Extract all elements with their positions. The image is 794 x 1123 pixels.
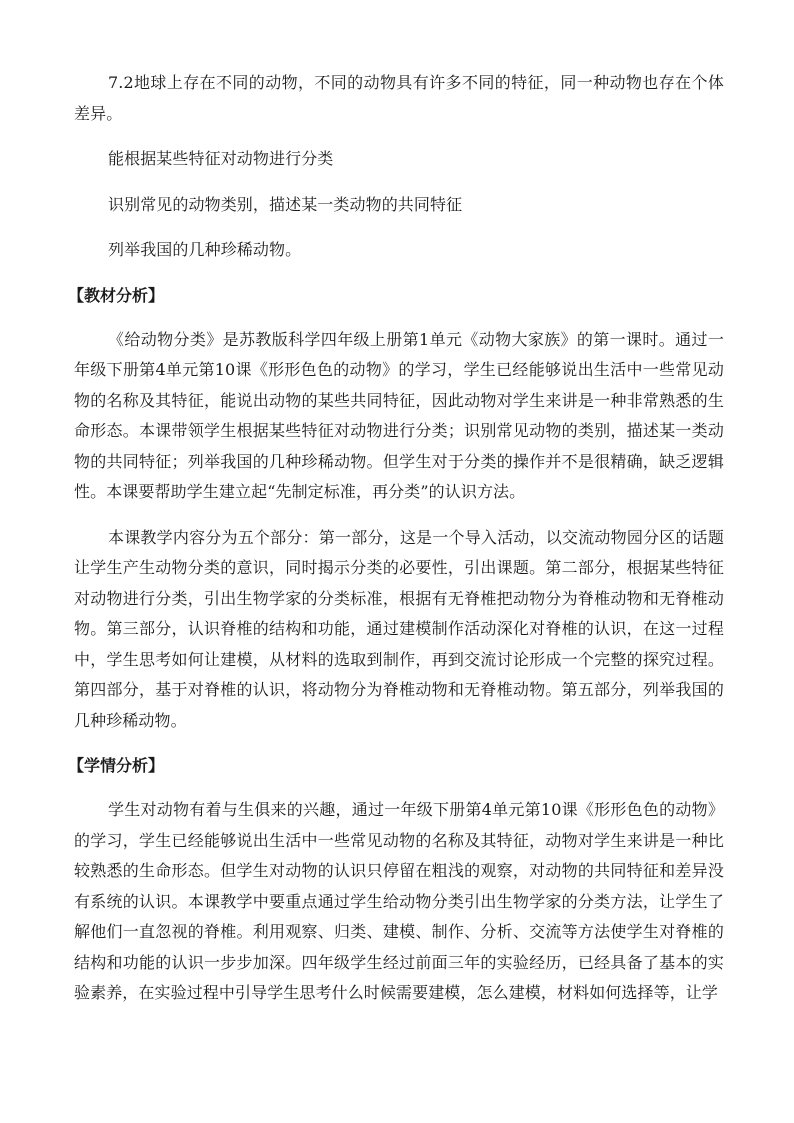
standard-requirement-2: 识别常见的动物类别，描述某一类动物的共同特征 <box>108 194 463 214</box>
textbook-analysis-paragraph-2: 本课教学内容分为五个部分：第一部分，这是一个导入活动，以交流动物园分区的话题让学生产生动物分类的意识，同时揭示分类的必要性，引出课题。第二部分，根据某些特征对动物进行分类，引出生物学家的分类标准，根据有无脊椎把动物分为脊椎动物和无脊椎动物。第三部分，认识脊椎的结构和功能，通过建模制作活动深化对脊椎的认识，在这一过程中，学生思考如何让建模，从材料的选取到制作，再到交流讨论形成一个完整的探究过程。第四部分，基于对脊椎的认识，将动物分为脊椎动物和无脊椎动物。第五部分，列举我国的几种珍稀动物。 <box>74 527 724 730</box>
standard-requirement-3: 列举我国的几种珍稀动物。 <box>108 240 302 259</box>
textbook-analysis-paragraph-1: 《给动物分类》是苏教版科学四年级上册第1单元《动物大家族》的第一课时。通过一年级下册第4单元第10课《形形色色的动物》的学习，学生已经能够说出生活中一些常见动物的名称及其特征，能说出动物的某些共同特征，因此动物对学生来讲是一种非常熟悉的生命形态。本课带领学生根据某些特征对动物进行分类；识别常见动物的类别，描述某一类动物的共同特征；列举我国的几种珍稀动物。但学生对于分类的操作并不是很精确，缺乏逻辑性。本课要帮助学生建立起“先制定标准，再分类”的认识方法。 <box>74 329 724 501</box>
standard-requirement-1: 能根据某些特征对动物进行分类 <box>108 149 334 168</box>
student-analysis-heading: 【学情分析】 <box>68 756 165 775</box>
standard-7-2: 7.2地球上存在不同的动物，不同的动物具有许多不同的特征，同一种动物也存在个体差异。 <box>74 73 724 123</box>
student-analysis-paragraph-1: 学生对动物有着与生俱来的兴趣，通过一年级下册第4单元第10课《形形色色的动物》的学习，学生已经能够说出生活中一些常见动物的名称及其特征，动物对学生来讲是一种比较熟悉的生命形态。但学生对动物的认识只停留在粗浅的观察，对动物的共同特征和差异没有系统的认识。本课教学中要重点通过学生给动物分类引出生物学家的分类方法，让学生了解他们一直忽视的脊椎。利用观察、归类、建模、制作、分析、交流等方法使学生对脊椎的结构和功能的认识一步步加深。四年级学生经过前面三年的实验经历，已经具备了基本的实验素养，在实验过程中引导学生思考什么时候需要建模，怎么建模，材料如何选择等，让学 <box>74 800 724 1002</box>
document-page <box>68 68 724 1024</box>
textbook-analysis-heading: 【教材分析】 <box>68 285 165 305</box>
